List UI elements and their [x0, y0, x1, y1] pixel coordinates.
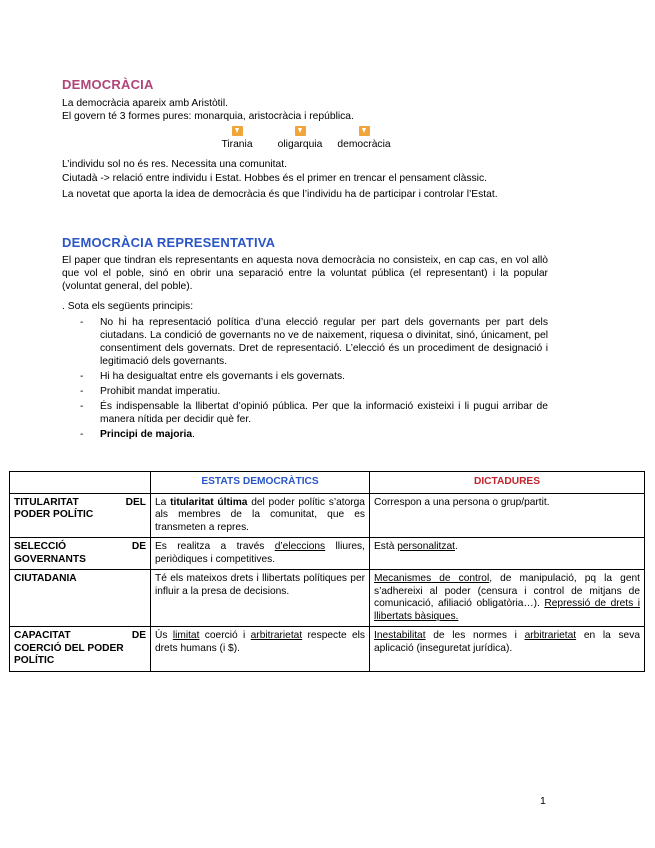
- paragraph-line: La novetat que aporta la idea de democràcia és que l’individu ha de participar i controlar l’Estat.: [62, 189, 498, 200]
- principles-list: [80, 316, 548, 443]
- list-item: - Principi de majoria.: [80, 429, 196, 440]
- down-arrow-icon: [359, 126, 370, 136]
- arrow-label: Tirania: [221, 139, 253, 150]
- intro-paragraph: El paper que tindran els representants en aquesta nova democràcia no consisteix, en cap cas, en vol allò que vol el poble, sinó en obrir una separació entre la voluntat pública (el representant) i la popular (voluntat general, del poble).: [62, 255, 548, 292]
- table-cell: Ús limitat coerció i arbitrarietat respecte els drets humans (i $).: [151, 627, 370, 672]
- list-item: - No hi ha representació política d’una elecció regular per part dels governants per part dels ciutadans. La condició de governants no ve de naixement, riquesa o divinitat, sinó, únicament, pel consentiment dels governats. Dret de representació. L’elecció és un procediment de designació i legitimació dels governants.: [80, 317, 548, 367]
- paragraph-line: L’individu sol no és res. Necessita una comunitat.: [62, 159, 287, 170]
- list-item: - És indispensable la llibertat d’opinió pública. Per que la informació existeixi i li pugui arribar de manera nítida per decidir què fer.: [80, 401, 548, 425]
- table-cell: La titularitat última del poder polític s’atorga als membres de la comunitat, que es transmeten a repres.: [151, 493, 370, 538]
- table-header-row: [10, 472, 645, 494]
- principles-intro: . Sota els següents principis:: [62, 301, 194, 312]
- table-row: [10, 493, 645, 538]
- table-header-empty: [10, 472, 151, 494]
- degenerate-forms: [0, 126, 655, 156]
- section-title-democracia-representativa: DEMOCRÀCIA REPRESENTATIVA: [62, 235, 276, 250]
- table-row: [10, 627, 645, 672]
- comparison-table: [9, 471, 645, 672]
- down-arrow-icon: [232, 126, 243, 136]
- row-header: TITULARITAT DEL PODER POLÍTIC: [10, 493, 151, 538]
- section-title-democracia: DEMOCRÀCIA: [62, 77, 154, 92]
- table-cell: Està personalitzat.: [370, 538, 645, 570]
- arrow-column: [336, 126, 392, 150]
- table-header-dictatorships: DICTADURES: [370, 472, 645, 494]
- row-header: CIUTADANIA: [10, 570, 151, 627]
- paragraph-line: El govern té 3 formes pures: monarquia, aristocràcia i república.: [62, 111, 354, 122]
- down-arrow-icon: [295, 126, 306, 136]
- table-cell: Mecanismes de control, de manipulació, pq la gent s’adhereixi al poder (censura i control de mitjans de comunicació, afiliació obligatòria…). Repressió de drets i llibertats bàsiques.: [370, 570, 645, 627]
- table-cell: Correspon a una persona o grup/partit.: [370, 493, 645, 538]
- page-number: 1: [540, 795, 546, 807]
- list-item: - Prohibit mandat imperatiu.: [80, 386, 221, 397]
- arrow-label: oligarquia: [277, 139, 323, 150]
- table-row: [10, 538, 645, 570]
- table-cell: Té els mateixos drets i llibertats polítiques per influir a la presa de decisions.: [151, 570, 370, 627]
- row-header: SELECCIÓ DE GOVERNANTS: [10, 538, 151, 570]
- list-item: - Hi ha desigualtat entre els governants i els governats.: [80, 371, 345, 382]
- arrow-label: democràcia: [337, 139, 391, 150]
- arrow-column: [212, 126, 262, 150]
- paragraph-line: La democràcia apareix amb Aristòtil.: [62, 98, 228, 109]
- arrow-column: [275, 126, 325, 150]
- table-cell: Inestabilitat de les normes i arbitrarietat en la seva aplicació (inseguretat jurídica).: [370, 627, 645, 672]
- table-header-democratic: ESTATS DEMOCRÀTICS: [151, 472, 370, 494]
- row-header: CAPACITAT DE COERCIÓ DEL PODER POLÍTIC: [10, 627, 151, 672]
- table-cell: Es realitza a través d’eleccions lliures, periòdiques i competitives.: [151, 538, 370, 570]
- table-row: [10, 570, 645, 627]
- paragraph-line: Ciutadà -> relació entre individu i Estat. Hobbes és el primer en trencar el pensament clàssic.: [62, 173, 487, 184]
